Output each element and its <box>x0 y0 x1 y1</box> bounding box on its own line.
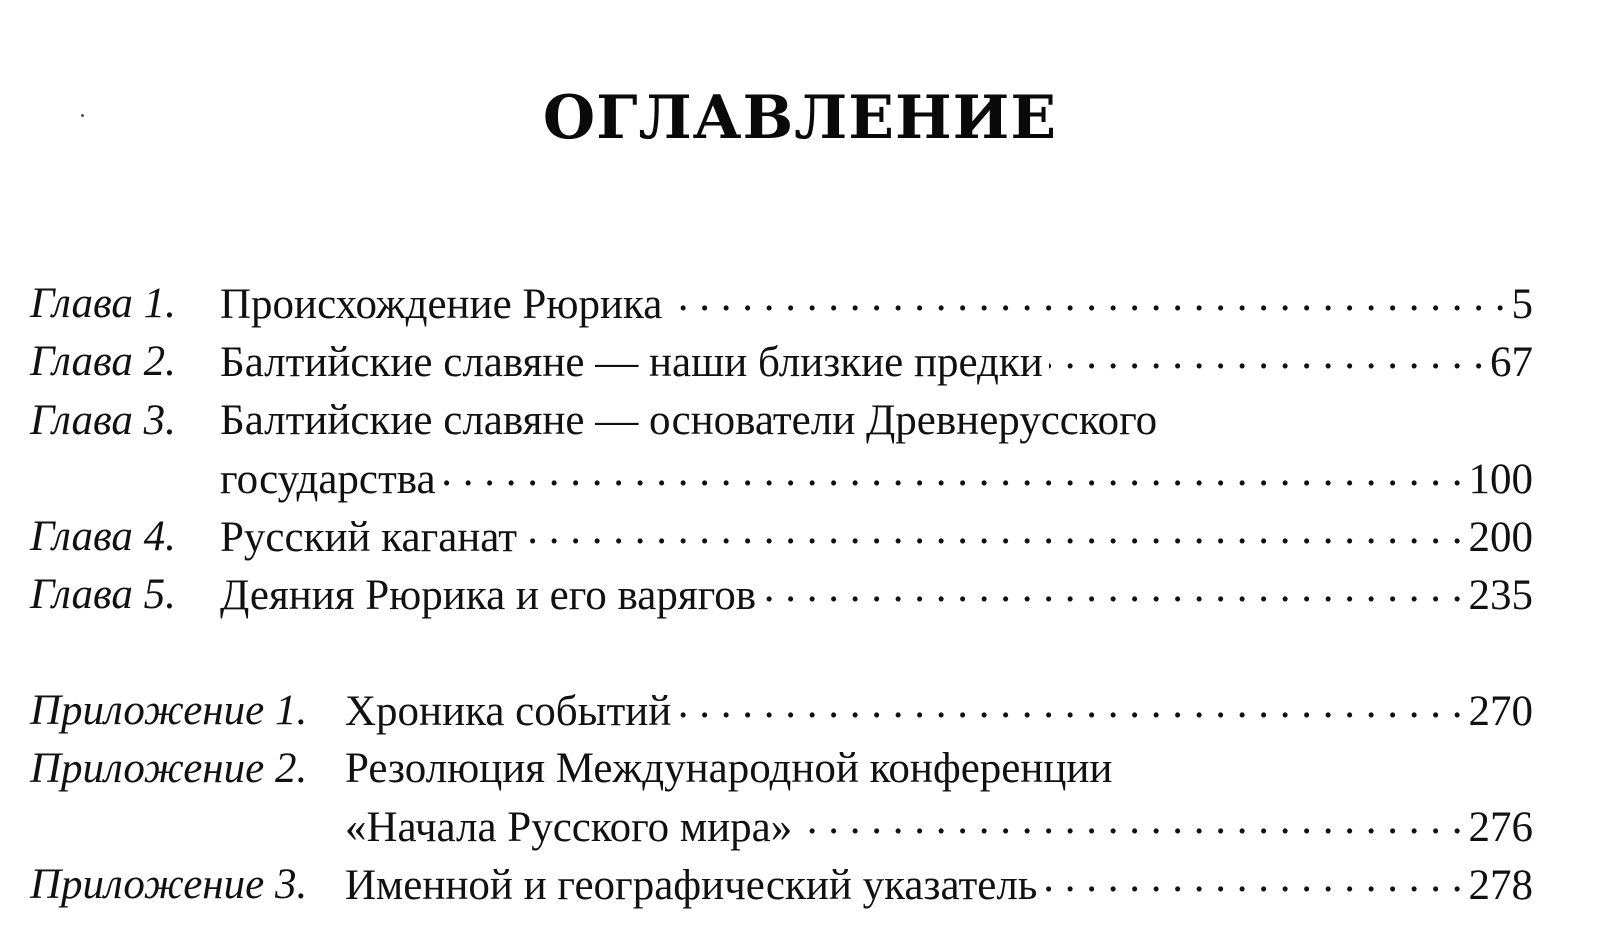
entry-page-number: 278 <box>1468 862 1533 909</box>
entry-label: Глава 5. <box>30 571 176 618</box>
entry-label: Приложение 2. <box>30 745 308 792</box>
dot-leader <box>677 682 1462 725</box>
dot-leader <box>1043 856 1462 899</box>
entry-title-continued: «Начала Русского мира» <box>345 804 793 851</box>
toc-entry-chapter-1[interactable] <box>0 275 1600 333</box>
entry-title: Именной и географический указатель <box>345 862 1038 909</box>
toc-entry-chapter-4[interactable] <box>0 508 1600 566</box>
entry-page-number: 270 <box>1468 688 1533 735</box>
entry-label: Приложение 3. <box>30 861 308 908</box>
page-title: ОГЛАВЛЕНИЕ <box>542 83 1058 153</box>
entry-label: Глава 3. <box>30 397 176 444</box>
entry-title: Балтийские славяне — наши близкие предки <box>220 339 1043 386</box>
entry-title: Хроника событий <box>345 688 672 735</box>
dot-leader <box>1049 333 1484 376</box>
dot-leader <box>668 275 1505 318</box>
entry-title: Русский каганат <box>220 514 518 561</box>
dot-leader <box>798 798 1462 841</box>
entry-label: Глава 2. <box>30 338 176 385</box>
entry-page-number: 276 <box>1468 804 1533 851</box>
entry-page-number: 200 <box>1468 514 1533 561</box>
toc-entry-appendix-2[interactable] <box>0 740 1600 798</box>
entry-page-number: 67 <box>1490 339 1533 386</box>
dot-leader <box>762 566 1462 609</box>
entry-title: Деяния Рюрика и его варягов <box>220 572 757 619</box>
toc-entry-chapter-2[interactable] <box>0 333 1600 391</box>
entry-title: Резолюция Международной конференции <box>345 745 1113 792</box>
dot-leader <box>523 508 1462 551</box>
toc-entry-appendix-1[interactable] <box>0 682 1600 740</box>
toc-entry-chapter-5[interactable] <box>0 566 1600 624</box>
entry-page-number: 235 <box>1468 572 1533 619</box>
toc-entry-chapter-3[interactable] <box>0 392 1600 450</box>
entry-title: Происхождение Рюрика <box>220 281 663 328</box>
entry-title-continued: государства <box>220 456 436 503</box>
toc-entry-chapter-3-cont[interactable] <box>0 450 1600 508</box>
dot-leader <box>442 450 1463 493</box>
entry-title: Балтийские славяне — основатели Древнерусского <box>220 397 1158 444</box>
toc-entry-appendix-3[interactable] <box>0 856 1600 914</box>
entry-page-number: 5 <box>1511 281 1533 328</box>
entry-label: Глава 4. <box>30 513 176 560</box>
entry-label: Приложение 1. <box>30 687 308 734</box>
entry-label: Глава 1. <box>30 280 176 327</box>
entry-page-number: 100 <box>1468 456 1533 503</box>
toc-entry-appendix-2-cont[interactable] <box>0 798 1600 856</box>
